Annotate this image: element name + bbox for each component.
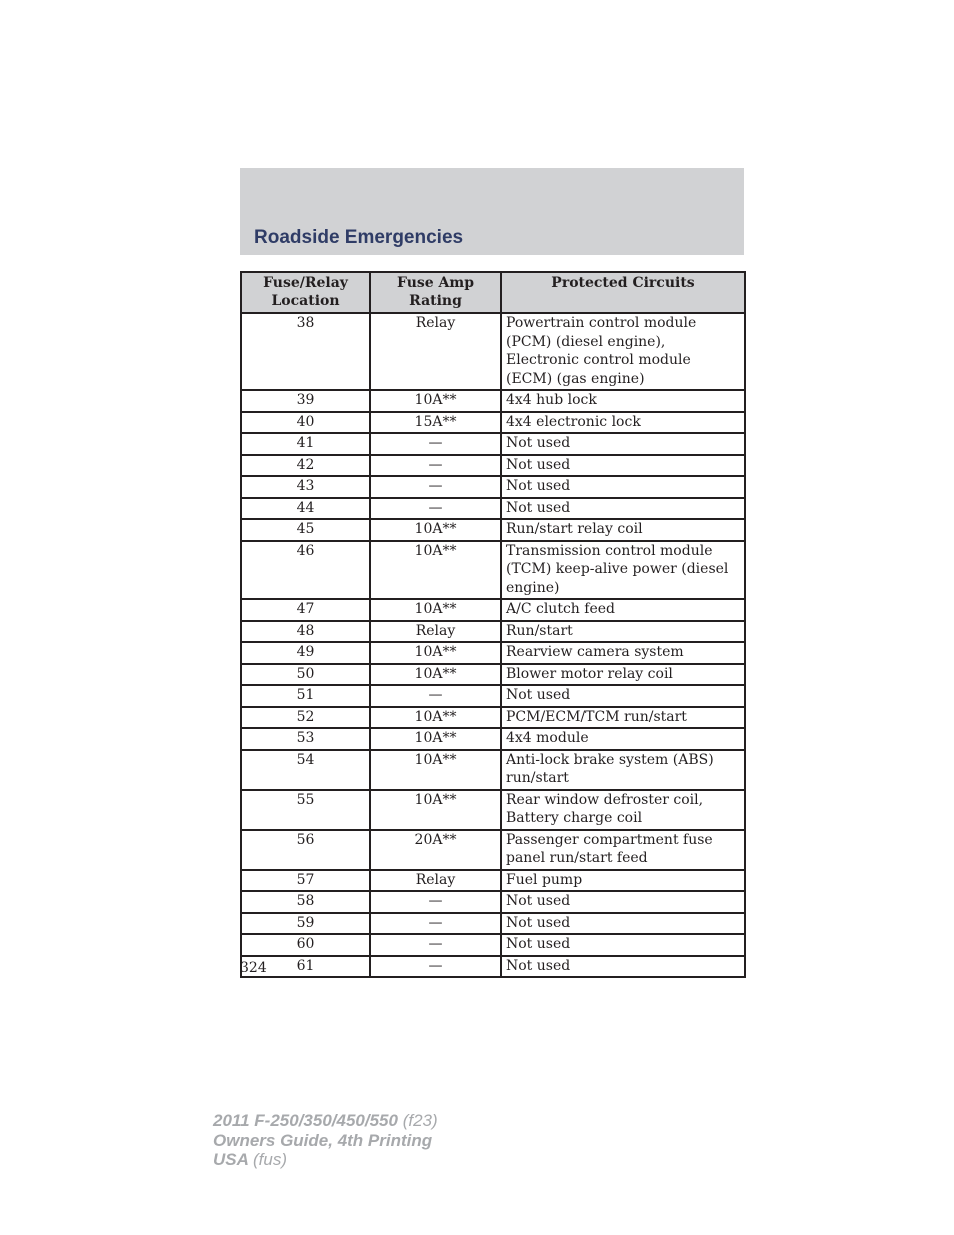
cell-amp-rating: Relay [370, 870, 501, 892]
cell-protected-circuits: 4x4 hub lock [501, 390, 745, 412]
cell-location: 40 [241, 412, 370, 434]
cell-protected-circuits: Powertrain control module (PCM) (diesel engine), Electronic control module (ECM) (gas engine) [501, 313, 745, 390]
footer-line-guide: Owners Guide, 4th Printing [213, 1130, 433, 1150]
cell-amp-rating: — [370, 498, 501, 520]
table-row [241, 956, 745, 978]
cell-protected-circuits: Transmission control module (TCM) keep-alive power (diesel engine) [501, 541, 745, 600]
table-row [241, 519, 745, 541]
cell-amp-rating: 10A** [370, 728, 501, 750]
table-row [241, 870, 745, 892]
section-header-band [240, 168, 744, 255]
page-number: 324 [240, 960, 267, 976]
table-row [241, 390, 745, 412]
section-title: Roadside Emergencies [254, 227, 464, 248]
cell-amp-rating: 10A** [370, 541, 501, 600]
cell-protected-circuits: Rear window defroster coil, Battery charge coil [501, 790, 745, 830]
footer-market: USA [213, 1150, 249, 1169]
footer-model-code: (f23) [402, 1111, 438, 1130]
cell-amp-rating: 10A** [370, 790, 501, 830]
footer-model: 2011 F-250/350/450/550 [213, 1111, 398, 1130]
table-row [241, 455, 745, 477]
cell-amp-rating: — [370, 913, 501, 935]
table-row [241, 621, 745, 643]
footer-line-market [213, 1150, 438, 1170]
cell-amp-rating: 10A** [370, 390, 501, 412]
cell-protected-circuits: 4x4 electronic lock [501, 412, 745, 434]
table-row [241, 642, 745, 664]
cell-protected-circuits: Passenger compartment fuse panel run/start feed [501, 830, 745, 870]
cell-location: 50 [241, 664, 370, 686]
cell-protected-circuits: Anti-lock brake system (ABS) run/start [501, 750, 745, 790]
cell-location: 53 [241, 728, 370, 750]
cell-location: 61 [241, 956, 370, 978]
cell-location: 58 [241, 891, 370, 913]
table-row [241, 664, 745, 686]
cell-protected-circuits: 4x4 module [501, 728, 745, 750]
table-row [241, 685, 745, 707]
table-row [241, 541, 745, 600]
cell-location: 41 [241, 433, 370, 455]
table-row [241, 934, 745, 956]
footer-market-code: (fus) [253, 1150, 287, 1169]
cell-protected-circuits: Not used [501, 433, 745, 455]
cell-amp-rating: 20A** [370, 830, 501, 870]
cell-location: 56 [241, 830, 370, 870]
cell-protected-circuits: Not used [501, 891, 745, 913]
cell-amp-rating: 10A** [370, 642, 501, 664]
cell-amp-rating: — [370, 685, 501, 707]
cell-location: 44 [241, 498, 370, 520]
table-row [241, 707, 745, 729]
table-row [241, 476, 745, 498]
table-row [241, 412, 745, 434]
table-row [241, 750, 745, 790]
cell-location: 47 [241, 599, 370, 621]
cell-protected-circuits: Not used [501, 934, 745, 956]
cell-amp-rating: 10A** [370, 707, 501, 729]
fuse-table [240, 271, 746, 978]
cell-location: 42 [241, 455, 370, 477]
cell-protected-circuits: Run/start [501, 621, 745, 643]
table-header-row [241, 272, 745, 313]
cell-protected-circuits: A/C clutch feed [501, 599, 745, 621]
cell-protected-circuits: Not used [501, 476, 745, 498]
table-row [241, 728, 745, 750]
cell-protected-circuits: Not used [501, 913, 745, 935]
cell-location: 45 [241, 519, 370, 541]
cell-location: 49 [241, 642, 370, 664]
cell-protected-circuits: Blower motor relay coil [501, 664, 745, 686]
cell-protected-circuits: PCM/ECM/TCM run/start [501, 707, 745, 729]
cell-amp-rating: — [370, 476, 501, 498]
cell-amp-rating: 10A** [370, 599, 501, 621]
cell-amp-rating: 10A** [370, 750, 501, 790]
cell-amp-rating: 10A** [370, 664, 501, 686]
cell-location: 57 [241, 870, 370, 892]
cell-amp-rating: — [370, 934, 501, 956]
cell-protected-circuits: Not used [501, 455, 745, 477]
cell-location: 39 [241, 390, 370, 412]
cell-location: 60 [241, 934, 370, 956]
cell-location: 48 [241, 621, 370, 643]
column-header-location: Fuse/Relay Location [241, 272, 370, 313]
cell-location: 43 [241, 476, 370, 498]
cell-protected-circuits: Not used [501, 956, 745, 978]
footer-publication-info [213, 1111, 438, 1170]
cell-amp-rating: — [370, 433, 501, 455]
cell-amp-rating: Relay [370, 621, 501, 643]
cell-location: 38 [241, 313, 370, 390]
cell-protected-circuits: Not used [501, 685, 745, 707]
cell-location: 46 [241, 541, 370, 600]
cell-amp-rating: — [370, 956, 501, 978]
table-row [241, 891, 745, 913]
cell-protected-circuits: Fuel pump [501, 870, 745, 892]
column-header-protected-circuits: Protected Circuits [501, 272, 745, 313]
cell-protected-circuits: Run/start relay coil [501, 519, 745, 541]
table-row [241, 498, 745, 520]
table-row [241, 830, 745, 870]
cell-amp-rating: — [370, 455, 501, 477]
cell-protected-circuits: Rearview camera system [501, 642, 745, 664]
cell-amp-rating: 10A** [370, 519, 501, 541]
cell-amp-rating: 15A** [370, 412, 501, 434]
footer-line-model [213, 1111, 438, 1131]
table-row [241, 313, 745, 390]
cell-location: 59 [241, 913, 370, 935]
cell-amp-rating: Relay [370, 313, 501, 390]
table-row [241, 599, 745, 621]
column-header-amp-rating: Fuse Amp Rating [370, 272, 501, 313]
table-row [241, 790, 745, 830]
cell-location: 51 [241, 685, 370, 707]
cell-location: 55 [241, 790, 370, 830]
cell-amp-rating: — [370, 891, 501, 913]
table-row [241, 913, 745, 935]
table-row [241, 433, 745, 455]
cell-location: 54 [241, 750, 370, 790]
cell-protected-circuits: Not used [501, 498, 745, 520]
cell-location: 52 [241, 707, 370, 729]
